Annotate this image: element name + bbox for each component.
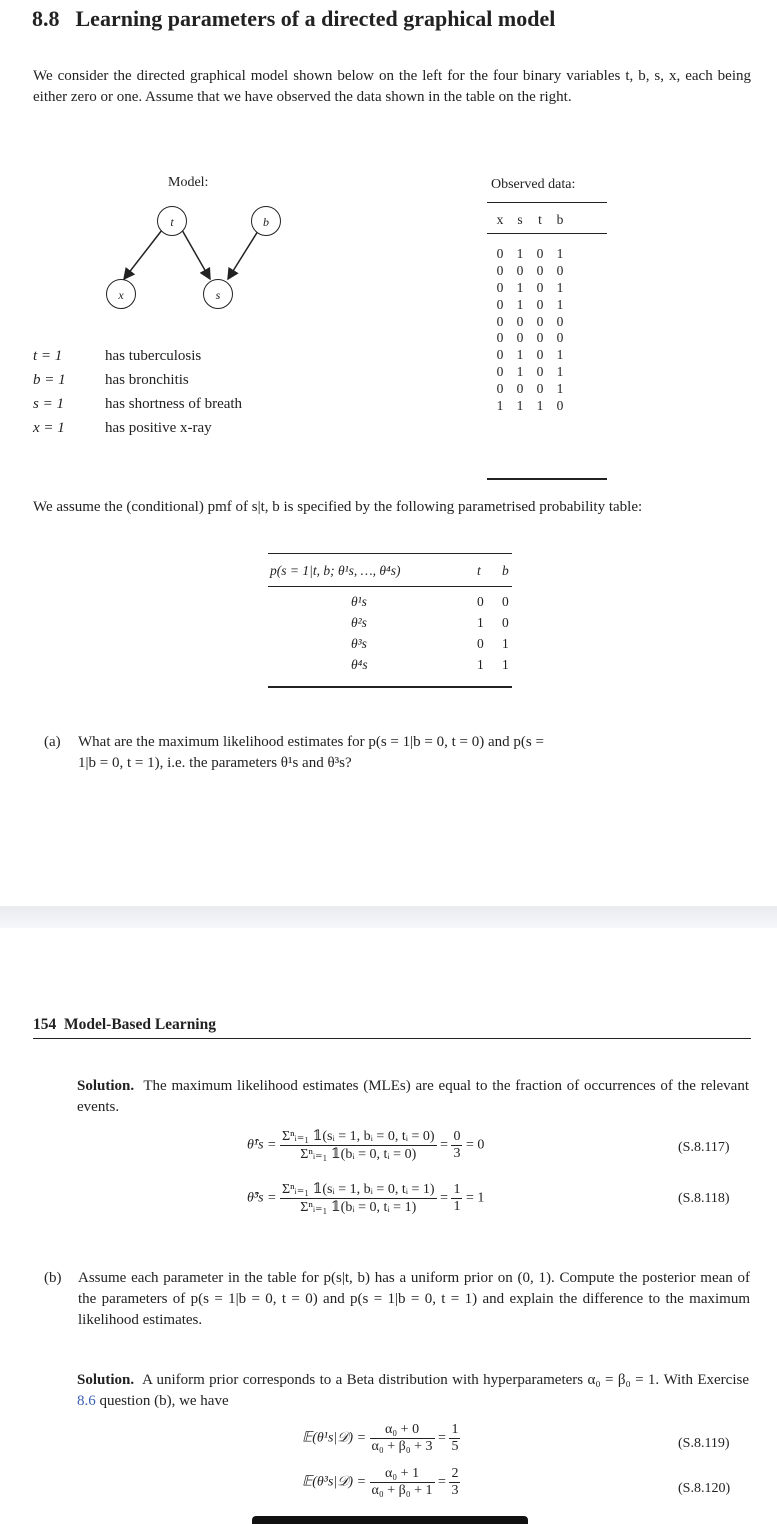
question-a-tag: (a) bbox=[44, 734, 61, 750]
edge-t-x bbox=[124, 230, 162, 279]
eq-result: = 0 bbox=[465, 1137, 485, 1153]
legend-meaning: has positive x-ray bbox=[105, 420, 212, 436]
cell: 0 bbox=[536, 363, 544, 379]
param-cell: 0 bbox=[477, 636, 484, 651]
pmf-intro: We assume the (conditional) pmf of s|t, b is specified by the following parametrised probability table: bbox=[33, 499, 643, 515]
eq-frac-den: 3 bbox=[451, 1483, 459, 1498]
page-header bbox=[33, 1016, 216, 1034]
eq-label-120: (S.8.120) bbox=[678, 1481, 731, 1496]
cell: 0 bbox=[496, 347, 504, 363]
cell: 0 bbox=[536, 313, 544, 329]
cell: 1 bbox=[516, 347, 524, 363]
node-x: x bbox=[106, 279, 136, 309]
param-cell: 1 bbox=[477, 615, 484, 630]
table-row bbox=[490, 263, 570, 280]
eq-frac-den: 1 bbox=[453, 1199, 461, 1214]
param-col-t: t bbox=[477, 563, 481, 578]
eq-frac-num: 2 bbox=[451, 1466, 459, 1481]
cell: 0 bbox=[536, 296, 544, 312]
table-bottom-rule bbox=[487, 478, 607, 480]
param-table-bottom-rule bbox=[268, 686, 512, 688]
cell: 0 bbox=[496, 380, 504, 396]
eq-numerator: α₀ + 0 bbox=[370, 1422, 435, 1439]
table-row bbox=[490, 313, 570, 330]
node-s: s bbox=[203, 279, 233, 309]
table-top-rule bbox=[487, 202, 607, 203]
table-row bbox=[490, 280, 570, 297]
eq-frac-num: 0 bbox=[453, 1129, 461, 1144]
eq-frac-num: 1 bbox=[453, 1182, 461, 1197]
cell: 0 bbox=[556, 263, 564, 279]
table-row bbox=[490, 397, 570, 414]
legend-meaning: has tuberculosis bbox=[105, 348, 202, 364]
observed-table bbox=[490, 212, 570, 229]
table-row bbox=[490, 296, 570, 313]
cell: 0 bbox=[516, 263, 524, 279]
eq-lhs: 𝔼(θ³s|𝒟) = bbox=[302, 1474, 367, 1490]
cell: 1 bbox=[556, 347, 564, 363]
cell: 1 bbox=[516, 397, 524, 413]
cell: 1 bbox=[516, 246, 524, 262]
question-b-tag: (b) bbox=[44, 1270, 62, 1286]
cell: 0 bbox=[556, 313, 564, 329]
param-row-label: θ³s bbox=[351, 636, 367, 651]
param-table-header-rule bbox=[268, 586, 512, 587]
legend-row bbox=[33, 372, 189, 389]
eq-result: = 1 bbox=[465, 1190, 485, 1206]
eq-denominator: α₀ + β₀ + 3 bbox=[371, 1439, 433, 1454]
eq-denominator: Σⁿᵢ₌₁ 𝟙(bᵢ = 0, tᵢ = 1) bbox=[300, 1200, 417, 1215]
col-header-t: t bbox=[538, 212, 542, 228]
equation-119: 𝔼(θ¹s|𝒟) = $\frac{\text{α₀ + 0}}{\text{α₀ + β₀ + 3}}$ = $\frac{1}{5}$ bbox=[302, 1422, 459, 1454]
legend-meaning: has shortness of breath bbox=[105, 396, 243, 412]
eq-frac-den: 3 bbox=[453, 1146, 461, 1161]
param-cell: 0 bbox=[502, 615, 509, 630]
cell: 1 bbox=[556, 363, 564, 379]
param-row-label: θ⁴s bbox=[351, 657, 368, 672]
edge-t-s bbox=[182, 230, 210, 279]
cell: 0 bbox=[496, 263, 504, 279]
legend-row bbox=[33, 420, 212, 437]
cell: 1 bbox=[556, 380, 564, 396]
legend-row bbox=[33, 348, 201, 365]
observed-table-body bbox=[490, 246, 570, 414]
question-b-text: Assume each parameter in the table for p(s|t, b) has a uniform prior on (0, 1). Compute the posterior mean of the parameters of p(s = 1|b = 0, t = 0) and p(s = 1|b = 0, t = 1) and explain the difference to the maximum likelihood estimates. bbox=[78, 1270, 750, 1328]
param-cell: 0 bbox=[477, 594, 484, 609]
param-col-b: b bbox=[502, 563, 509, 578]
cell: 0 bbox=[496, 246, 504, 262]
param-cell: 1 bbox=[502, 636, 509, 651]
cell: 0 bbox=[496, 279, 504, 295]
param-table-top-rule bbox=[268, 553, 512, 554]
question-a-line1: What are the maximum likelihood estimates for p(s = 1|b = 0, t = 0) and p(s = bbox=[78, 734, 544, 750]
eq-denominator: α₀ + β₀ + 1 bbox=[371, 1483, 433, 1498]
cell: 0 bbox=[496, 330, 504, 346]
cell: 1 bbox=[516, 279, 524, 295]
solution-b-text bbox=[77, 1370, 749, 1412]
cell: 0 bbox=[496, 296, 504, 312]
eq-lhs: 𝔼(θ¹s|𝒟) = bbox=[302, 1430, 367, 1446]
cell: 0 bbox=[536, 246, 544, 262]
observed-label: Observed data: bbox=[491, 177, 576, 192]
page-header-title: Model-Based Learning bbox=[64, 1016, 216, 1033]
cell: 1 bbox=[496, 397, 504, 413]
equation-118: θ̂³s = $\frac{\text{Σⁿᵢ₌₁ 𝟙(sᵢ = 1, bᵢ = 0, tᵢ = 1)}}{\text{Σⁿᵢ₌₁ 𝟙(bᵢ = 0, tᵢ = 1)}}$ = $\frac{1}{1}$ = 1 bbox=[247, 1182, 485, 1215]
solution-a-body: The maximum likelihood estimates (MLEs) are equal to the fraction of occurrences of the relevant events. bbox=[77, 1078, 749, 1115]
cell: 0 bbox=[536, 347, 544, 363]
cell: 0 bbox=[516, 313, 524, 329]
legend-row bbox=[33, 396, 242, 413]
cell: 0 bbox=[536, 330, 544, 346]
legend-var: s = 1 bbox=[33, 396, 64, 412]
cell: 0 bbox=[496, 363, 504, 379]
eq-label-117: (S.8.117) bbox=[678, 1140, 730, 1155]
intro-paragraph: We consider the directed graphical model shown below on the left for the four binary variables t, b, s, x, each being either zero or one. Assume that we have observed the data shown in the table on the right. bbox=[33, 68, 751, 105]
param-cell: 0 bbox=[502, 594, 509, 609]
eq-numerator: Σⁿᵢ₌₁ 𝟙(sᵢ = 1, bᵢ = 0, tᵢ = 0) bbox=[281, 1129, 435, 1144]
table-header-rule bbox=[487, 233, 607, 234]
cell: 0 bbox=[556, 330, 564, 346]
cell: 0 bbox=[536, 279, 544, 295]
page-number: 154 bbox=[33, 1016, 57, 1033]
param-table-header: p(s = 1|t, b; θ¹s, …, θ⁴s) bbox=[270, 563, 401, 578]
legend-var: x = 1 bbox=[33, 420, 65, 436]
section-title bbox=[32, 6, 555, 32]
table-row bbox=[490, 246, 570, 263]
table-row bbox=[490, 380, 570, 397]
table-row bbox=[490, 330, 570, 347]
col-header-x: x bbox=[496, 212, 504, 228]
section-number: 8.8 bbox=[32, 6, 60, 31]
equation-117: θ̂¹s = $\frac{\text{Σⁿᵢ₌₁ 𝟙(sᵢ = 1, bᵢ = 0, tᵢ = 0)}}{\text{Σⁿᵢ₌₁ 𝟙(bᵢ = 0, tᵢ = 0)}}$ = $\frac{0}{3}$ = 0 bbox=[247, 1129, 485, 1162]
cell: 0 bbox=[556, 397, 564, 413]
cell: 1 bbox=[556, 296, 564, 312]
cell: 1 bbox=[516, 296, 524, 312]
table-row bbox=[490, 347, 570, 364]
exercise-link[interactable]: 8.6 bbox=[77, 1393, 96, 1409]
eq-lhs: θ̂¹s = bbox=[247, 1137, 277, 1153]
legend-meaning: has bronchitis bbox=[105, 372, 189, 388]
col-header-b: b bbox=[556, 212, 564, 228]
eq-label-119: (S.8.119) bbox=[678, 1436, 730, 1451]
solution-a-text bbox=[77, 1076, 749, 1118]
legend-var: t = 1 bbox=[33, 348, 63, 364]
cell: 0 bbox=[516, 380, 524, 396]
node-t: t bbox=[157, 206, 187, 236]
cell: 0 bbox=[496, 313, 504, 329]
param-row-label: θ¹s bbox=[351, 594, 367, 609]
cell: 0 bbox=[536, 380, 544, 396]
equation-120: 𝔼(θ³s|𝒟) = $\frac{\text{α₀ + 1}}{\text{α₀ + β₀ + 1}}$ = $\frac{2}{3}$ bbox=[302, 1466, 459, 1498]
model-label: Model: bbox=[168, 175, 209, 190]
table-row bbox=[490, 364, 570, 381]
param-row-label: θ²s bbox=[351, 615, 367, 630]
eq-numerator: α₀ + 1 bbox=[370, 1466, 435, 1483]
param-cell: 1 bbox=[502, 657, 509, 672]
eq-numerator: Σⁿᵢ₌₁ 𝟙(sᵢ = 1, bᵢ = 0, tᵢ = 1) bbox=[281, 1182, 435, 1197]
eq-frac-num: 1 bbox=[451, 1422, 459, 1437]
page-header-rule bbox=[33, 1038, 751, 1039]
eq-denominator: Σⁿᵢ₌₁ 𝟙(bᵢ = 0, tᵢ = 0) bbox=[300, 1147, 417, 1162]
solution-b-tag: Solution. bbox=[77, 1372, 135, 1388]
solution-b-body-end: question (b), we have bbox=[95, 1393, 229, 1409]
solution-a-tag: Solution. bbox=[77, 1078, 135, 1094]
legend-var: b = 1 bbox=[33, 372, 66, 388]
param-cell: 1 bbox=[477, 657, 484, 672]
cell: 1 bbox=[536, 397, 544, 413]
node-b: b bbox=[251, 206, 281, 236]
question-a-line2: 1|b = 0, t = 1), i.e. the parameters θ¹s and θ³s? bbox=[78, 755, 352, 771]
home-indicator-bar bbox=[252, 1516, 528, 1524]
cell: 0 bbox=[536, 263, 544, 279]
page-separator bbox=[0, 906, 777, 928]
cell: 1 bbox=[556, 246, 564, 262]
eq-label-118: (S.8.118) bbox=[678, 1191, 730, 1206]
col-header-s: s bbox=[517, 212, 523, 228]
observed-header-row bbox=[490, 212, 570, 229]
cell: 1 bbox=[556, 279, 564, 295]
section-title-text: Learning parameters of a directed graphical model bbox=[75, 6, 556, 31]
cell: 0 bbox=[516, 330, 524, 346]
cell: 1 bbox=[516, 363, 524, 379]
edge-b-s bbox=[228, 231, 258, 279]
eq-lhs: θ̂³s = bbox=[247, 1190, 277, 1206]
eq-frac-den: 5 bbox=[451, 1439, 459, 1454]
solution-b-body: A uniform prior corresponds to a Beta distribution with hyperparameters α₀ = β₀ = 1. With Exercise bbox=[142, 1372, 749, 1388]
